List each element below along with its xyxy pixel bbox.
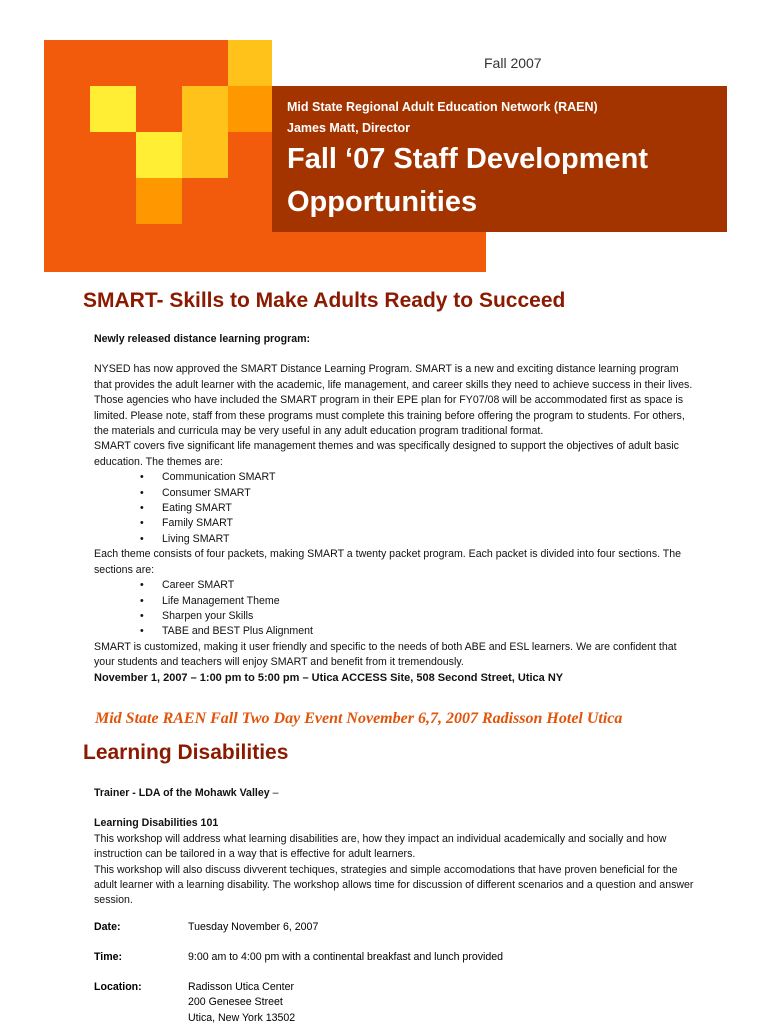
smart-paragraph-2: SMART covers five significant life management themes and was specifically designed to support the objectives of adult basic education. The themes are: <box>94 440 679 468</box>
sections-list <box>94 578 694 640</box>
smart-subtitle: Newly released distance learning program: <box>94 333 311 345</box>
organization-name: Mid State Regional Adult Education Network (RAEN) <box>287 100 598 114</box>
mosaic-square <box>228 40 272 86</box>
director-name: James Matt, Director <box>287 121 410 135</box>
date-label: Date: <box>94 921 121 933</box>
smart-paragraph-1: NYSED has now approved the SMART Distance Learning Program. SMART is a new and exciting distance learning program that provides the adult learner with the academic, life management, and career skills they need to achieve success in their lives. Those agencies who have included the SMART program in their EPE plan for FY07/08 will be accommodated first as space is limited. Please note, staff from these programs must complete this training before offering the program to students. For others, the materials and curricula may be very useful in any adult education program traditional format. <box>94 363 693 438</box>
smart-paragraph-4: SMART is customized, making it user friendly and specific to the needs of both ABE and ESL learners. We are confident that your students and teachers will enjoy SMART and benefit from it tremendously. <box>94 640 677 669</box>
list-item: • Family SMART <box>94 516 694 531</box>
themes-list <box>94 470 694 547</box>
location-line: 200 Genesee Street <box>188 996 283 1009</box>
trainer-dash: – <box>269 787 279 799</box>
organization-block <box>287 97 598 139</box>
course-description-2: This workshop will also discuss divverent techiques, strategies and simple accomodations that have proven beneficial for the adult learner with a learning disability. The workshop allows time for discussion of different scenarios and a question and answer session. <box>94 863 694 907</box>
smart-session-info: November 1, 2007 – 1:00 pm to 5:00 pm – Utica ACCESS Site, 508 Second Street, Utica NY <box>94 671 564 684</box>
list-item: • Communication SMART <box>94 470 694 485</box>
time-label: Time: <box>94 951 123 963</box>
smart-section-body <box>94 332 694 686</box>
smart-section-title: SMART- Skills to Make Adults Ready to Succeed <box>83 289 566 312</box>
mosaic-square <box>136 178 182 224</box>
course-title: Learning Disabilities 101 <box>94 817 219 830</box>
header-date-area <box>272 40 486 86</box>
smart-paragraph-3: Each theme consists of four packets, making SMART a twenty packet program. Each packet is divided into four sections. The sections are: <box>94 548 682 576</box>
location-label: Location: <box>94 981 142 993</box>
issue-date: Fall 2007 <box>484 55 542 71</box>
list-item: • Eating SMART <box>94 501 694 516</box>
title-line-1: Fall ‘07 Staff Development <box>287 143 648 175</box>
newsletter-title <box>287 138 648 224</box>
trainer-line <box>94 786 694 801</box>
list-item: • Life Management Theme <box>94 594 694 609</box>
ld-section-title: Learning Disabilities <box>83 741 289 764</box>
list-item: • Living SMART <box>94 532 694 547</box>
mosaic-square <box>136 132 182 178</box>
mosaic-square <box>90 86 136 132</box>
mosaic-square <box>182 132 228 178</box>
ld-section-body <box>94 786 694 909</box>
trainer-label: Trainer - LDA of the Mohawk Valley <box>94 787 270 799</box>
mosaic-square <box>182 86 228 132</box>
list-item: • Career SMART <box>94 578 694 593</box>
location-line: Radisson Utica Center <box>188 981 294 993</box>
list-item: • TABE and BEST Plus Alignment <box>94 624 694 639</box>
date-value: Tuesday November 6, 2007 <box>188 921 319 933</box>
list-item: • Sharpen your Skills <box>94 609 694 624</box>
title-line-2: Opportunities <box>287 186 478 218</box>
time-value: 9:00 am to 4:00 pm with a continental breakfast and lunch provided <box>188 951 504 963</box>
location-line: Utica, New York 13502 <box>188 1011 296 1024</box>
mosaic-square <box>228 86 272 132</box>
course-description-1: This workshop will address what learning disabilities are, how they impact an individual academically and socially and how instruction can be tailored in a way that is effective for adult learners. <box>94 832 667 861</box>
list-item: • Consumer SMART <box>94 486 694 501</box>
event-banner: Mid State RAEN Fall Two Day Event November 6,7, 2007 Radisson Hotel Utica <box>95 710 623 727</box>
location-value <box>188 980 295 1026</box>
